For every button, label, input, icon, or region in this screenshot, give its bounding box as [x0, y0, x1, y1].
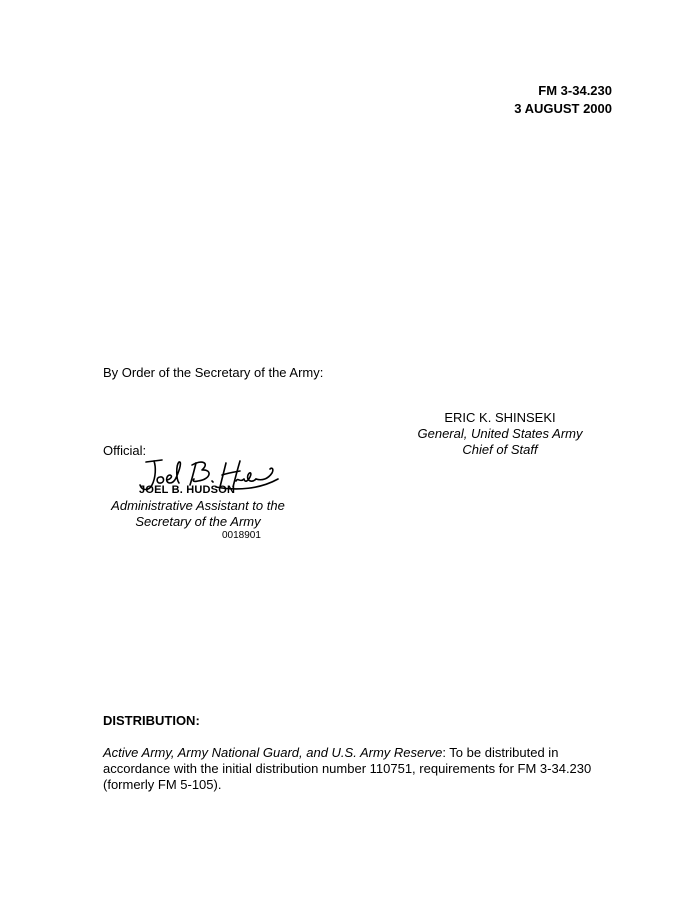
official-label: Official: — [103, 443, 147, 458]
document-header — [514, 82, 612, 118]
distribution-instructions: : To be distributed in accordance with the initial distribution number 110751, requirements for FM 3-34.230 (formerly FM 5-105). — [103, 745, 592, 792]
signer-title-line-2: Secretary of the Army — [135, 514, 261, 529]
signer-name: JOEL B. HUDSON — [139, 484, 236, 496]
order-line: By Order of the Secretary of the Army: — [103, 365, 324, 380]
chief-title: Chief of Staff — [462, 442, 538, 457]
distribution-components: Active Army, Army National Guard, and U.S. Army Reserve — [103, 745, 443, 760]
publication-number: FM 3-34.230 — [538, 83, 612, 98]
chief-of-staff-block — [405, 410, 595, 458]
distribution-heading: DISTRIBUTION: — [103, 713, 200, 728]
chief-rank: General, United States Army — [417, 426, 583, 441]
chief-name: ERIC K. SHINSEKI — [444, 410, 556, 425]
distribution-text — [103, 745, 603, 793]
signer-title — [98, 498, 298, 530]
document-number: 0018901 — [222, 530, 261, 541]
publication-date: 3 AUGUST 2000 — [514, 101, 612, 116]
signer-title-line-1: Administrative Assistant to the — [111, 498, 285, 513]
